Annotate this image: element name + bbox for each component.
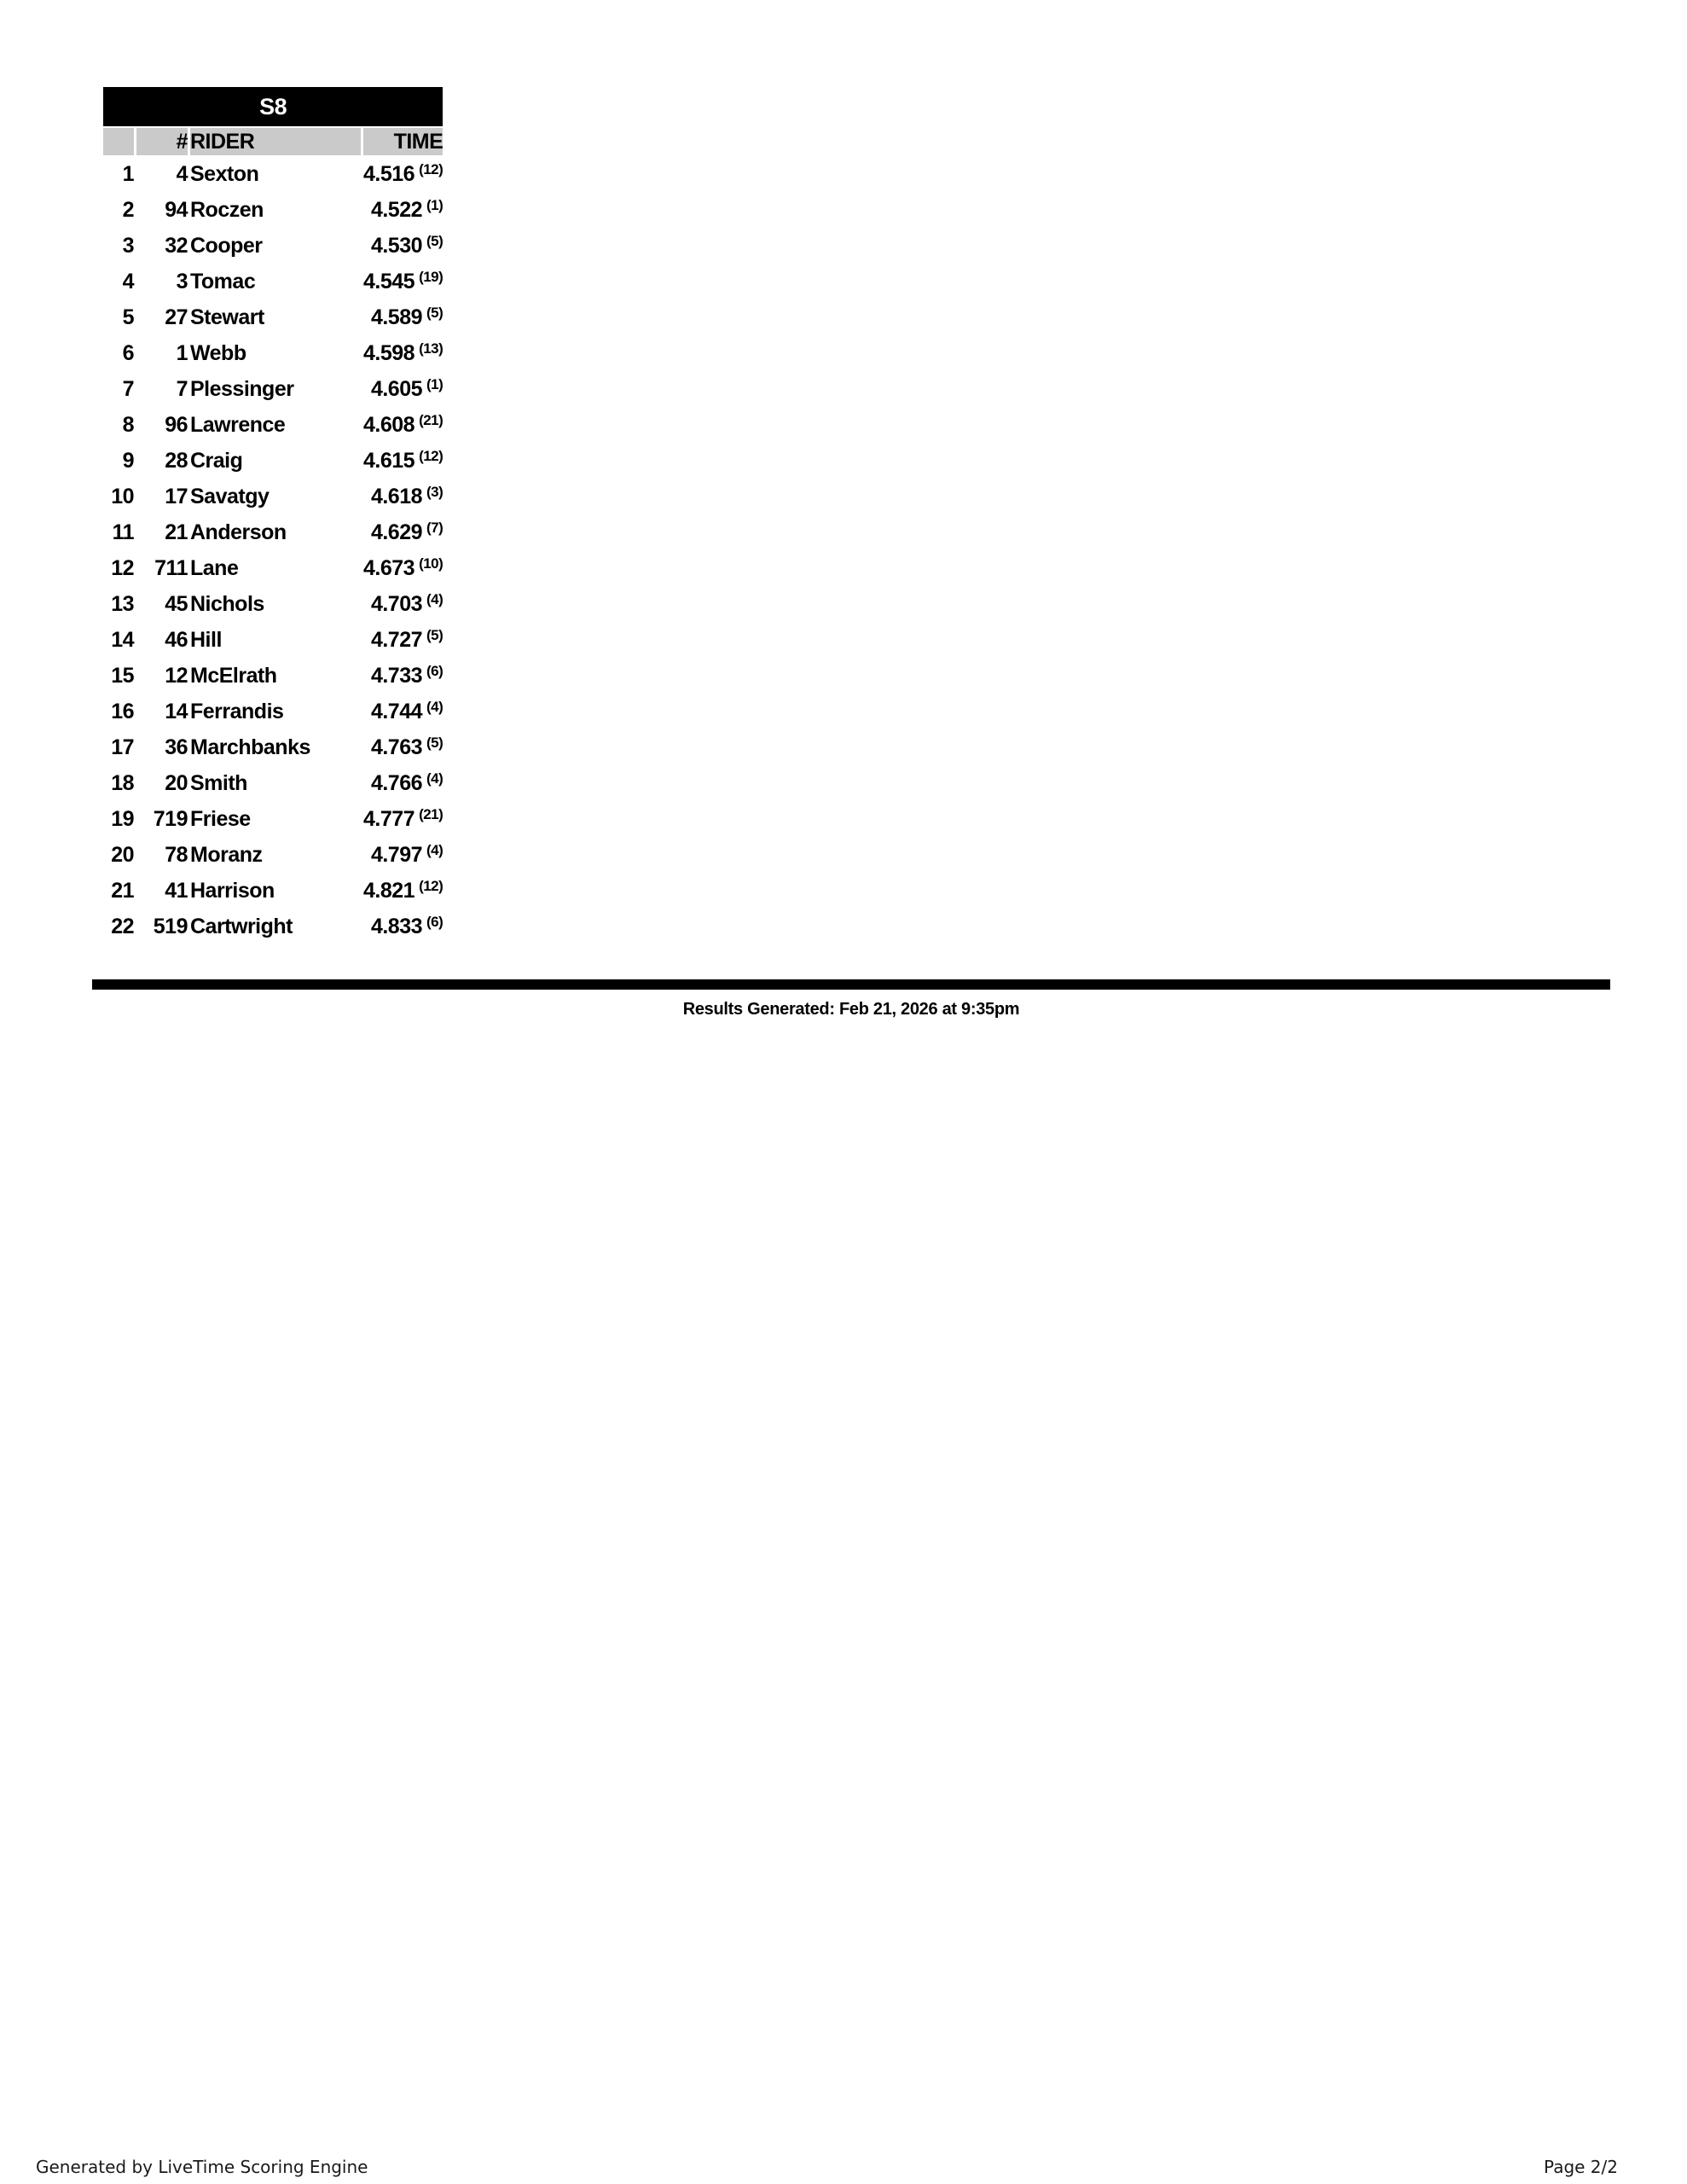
cell-position: 16 [111,699,134,723]
time-value: 4.703 [370,591,423,616]
lap-number: (10) [419,555,443,572]
table-row [103,408,443,442]
time-value: 4.530 [370,233,423,258]
cell-time [363,766,443,800]
cell-time [363,300,443,334]
time-value: 4.608 [363,412,415,437]
cell-position: 20 [111,842,134,867]
table-row [103,479,443,514]
cell-time [363,909,443,944]
time-value: 4.598 [363,340,415,365]
cell-time [363,730,443,764]
lap-number: (19) [419,268,443,285]
lap-number: (5) [426,626,443,643]
table-row [103,730,443,764]
time-value: 4.763 [370,735,423,759]
cell-rider-name: Cooper [190,233,263,258]
cell-time [363,157,443,191]
lap-number: (5) [426,734,443,751]
cell-position: 10 [111,484,134,508]
cell-rider-number: 20 [165,770,188,795]
time-value: 4.522 [370,197,423,222]
time-value: 4.821 [363,878,415,903]
table-title: S8 [103,87,443,126]
cell-rider-number: 27 [165,305,188,329]
cell-rider-number: 7 [176,376,188,401]
time-value: 4.733 [370,663,423,688]
cell-time [363,802,443,836]
time-value: 4.615 [363,448,415,473]
cell-rider-number: 32 [165,233,188,258]
cell-rider-number: 45 [165,591,188,616]
cell-rider-name: Savatgy [190,484,270,508]
lap-number: (5) [426,304,443,321]
cell-position: 17 [111,735,134,759]
cell-time [363,838,443,872]
results-table [101,85,445,945]
cell-time [363,444,443,478]
cell-position: 12 [111,555,134,580]
time-value: 4.589 [370,305,423,329]
divider-rule [92,979,1610,990]
cell-rider-number: 36 [165,735,188,759]
cell-rider-name: Marchbanks [190,735,310,759]
lap-number: (21) [419,411,443,428]
time-value: 4.777 [363,806,415,831]
table-row [103,766,443,800]
cell-position: 11 [112,520,134,544]
cell-time [363,264,443,299]
cell-position: 8 [122,412,134,437]
time-value: 4.797 [370,842,423,867]
cell-rider-name: Plessinger [190,376,294,401]
cell-time [363,551,443,585]
cell-rider-name: Cartwright [190,914,293,938]
cell-rider-name: Tomac [190,269,256,293]
time-value: 4.744 [370,699,423,723]
lap-number: (3) [426,483,443,500]
table-row [103,264,443,299]
time-value: 4.629 [370,520,423,544]
lap-number: (12) [419,447,443,464]
table-row [103,874,443,908]
table-row [103,623,443,657]
col-header-time: TIME [363,128,443,155]
cell-rider-name: Craig [190,448,243,473]
cell-rider-number: 12 [165,663,188,688]
results-table-head [103,87,443,155]
cell-time [363,623,443,657]
lap-number: (4) [426,841,443,858]
cell-rider-name: Ferrandis [190,699,284,723]
lap-number: (5) [426,232,443,249]
cell-time [363,659,443,693]
cell-position: 19 [111,806,134,831]
cell-rider-number: 3 [176,269,188,293]
table-title-row [103,87,443,126]
time-value: 4.605 [370,376,423,401]
cell-rider-number: 21 [165,520,188,544]
cell-position: 2 [122,197,134,222]
lap-number: (21) [419,805,443,822]
cell-position: 21 [111,878,134,903]
time-value: 4.545 [363,269,415,293]
cell-position: 15 [111,663,134,688]
cell-rider-name: Stewart [190,305,264,329]
cell-time [363,372,443,406]
table-row [103,157,443,191]
cell-rider-number: 96 [165,412,188,437]
lap-number: (1) [426,375,443,392]
footer-page-number: Page 2/2 [1544,2157,1618,2177]
cell-time [363,515,443,549]
cell-position: 5 [122,305,134,329]
cell-rider-number: 519 [153,914,188,938]
cell-rider-number: 17 [165,484,188,508]
cell-rider-number: 711 [154,555,188,580]
footer-engine-credit: Generated by LiveTime Scoring Engine [36,2157,368,2177]
cell-position: 13 [111,591,134,616]
lap-number: (4) [426,770,443,787]
time-value: 4.618 [370,484,423,508]
cell-position: 6 [122,340,134,365]
cell-time [363,587,443,621]
table-row [103,372,443,406]
cell-position: 1 [122,161,134,186]
results-generated-note: Results Generated: Feb 21, 2026 at 9:35pm [682,1000,1020,1019]
time-value: 4.727 [370,627,423,652]
cell-position: 4 [122,269,134,293]
cell-rider-name: McElrath [190,663,277,688]
table-row [103,551,443,585]
cell-time [363,694,443,729]
cell-rider-number: 1 [176,340,188,365]
cell-time [363,408,443,442]
cell-rider-name: Hill [190,627,222,652]
table-row [103,444,443,478]
cell-rider-name: Smith [190,770,247,795]
cell-rider-name: Moranz [190,842,263,867]
cell-rider-name: Friese [190,806,251,831]
cell-rider-name: Roczen [190,197,264,222]
cell-rider-name: Sexton [190,161,259,186]
cell-position: 18 [111,770,134,795]
cell-rider-name: Anderson [190,520,287,544]
col-header-rider: RIDER [190,128,361,155]
table-row [103,515,443,549]
cell-position: 7 [122,376,134,401]
column-header-row [103,128,443,155]
cell-rider-number: 28 [165,448,188,473]
col-header-position [103,128,134,155]
time-value: 4.833 [370,914,423,938]
table-row [103,659,443,693]
lap-number: (1) [426,196,443,213]
cell-rider-name: Nichols [190,591,264,616]
col-header-number: # [136,128,188,155]
lap-number: (13) [419,340,443,357]
lap-number: (12) [419,877,443,894]
cell-position: 14 [111,627,134,652]
cell-rider-number: 41 [165,878,188,903]
cell-time [363,336,443,370]
table-row [103,229,443,263]
table-row [103,300,443,334]
table-row [103,336,443,370]
table-row [103,838,443,872]
table-row [103,802,443,836]
cell-rider-number: 14 [165,699,188,723]
cell-rider-name: Harrison [190,878,275,903]
table-row [103,587,443,621]
time-value: 4.516 [363,161,415,186]
cell-time [363,874,443,908]
lap-number: (12) [419,160,443,177]
cell-position: 9 [122,448,134,473]
cell-time [363,193,443,227]
time-value: 4.766 [370,770,423,795]
cell-time [363,479,443,514]
cell-rider-number: 719 [153,806,188,831]
cell-rider-number: 46 [165,627,188,652]
cell-rider-name: Webb [190,340,246,365]
cell-time [363,229,443,263]
cell-rider-number: 94 [165,197,188,222]
lap-number: (6) [426,913,443,930]
cell-rider-name: Lawrence [190,412,286,437]
table-row [103,909,443,944]
cell-rider-name: Lane [190,555,239,580]
cell-rider-number: 78 [165,842,188,867]
time-value: 4.673 [363,555,415,580]
lap-number: (4) [426,698,443,715]
cell-position: 22 [111,914,134,938]
cell-position: 3 [122,233,134,258]
table-row [103,193,443,227]
results-table-body [103,157,443,944]
lap-number: (7) [426,519,443,536]
lap-number: (4) [426,590,443,607]
table-row [103,694,443,729]
lap-number: (6) [426,662,443,679]
cell-rider-number: 4 [176,161,188,186]
